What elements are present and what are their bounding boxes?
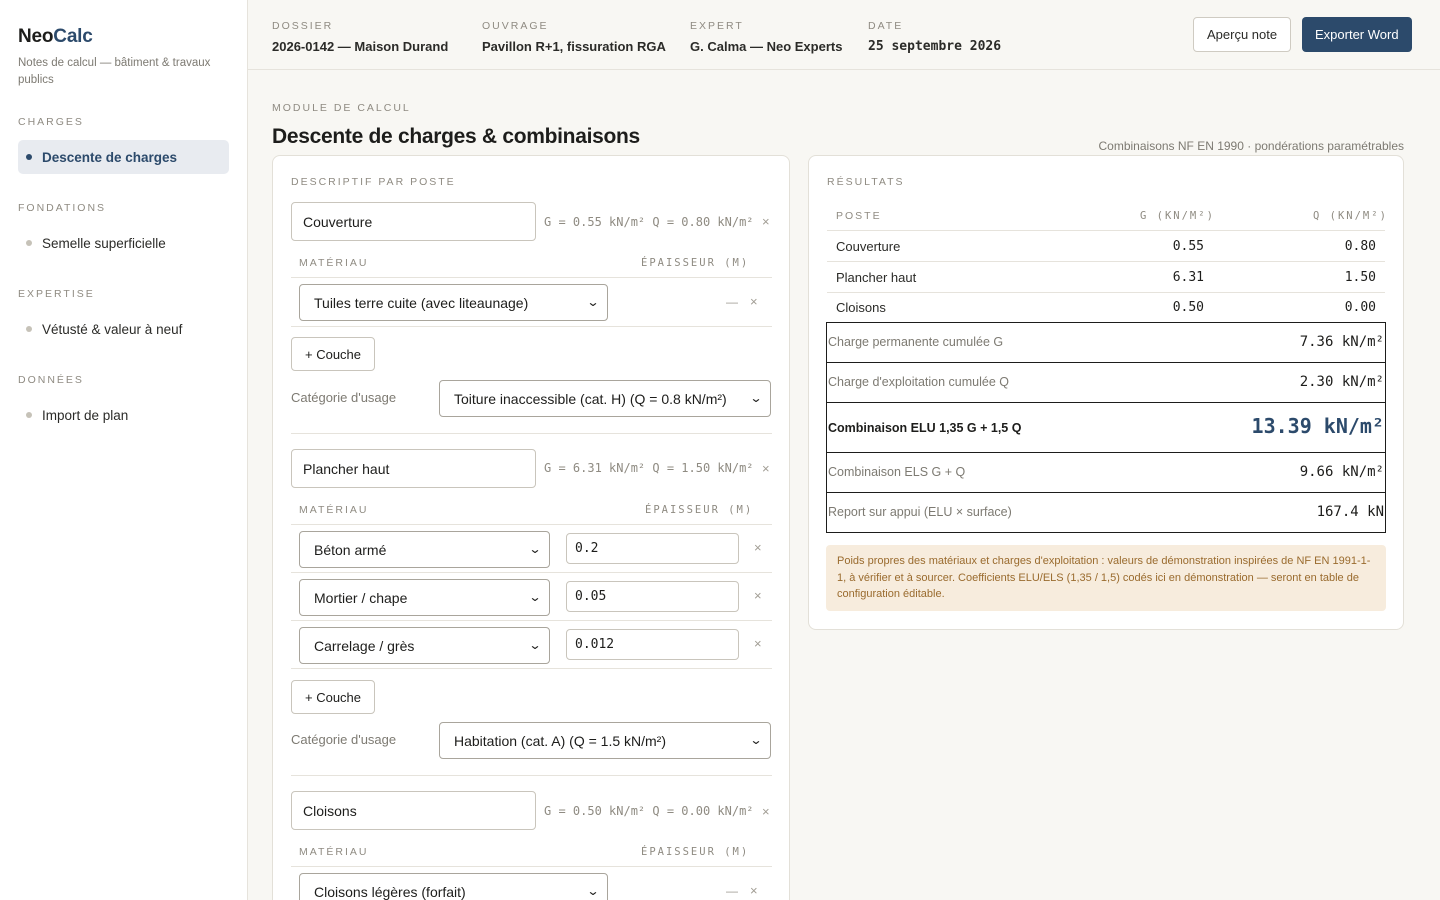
summary-label: Report sur appui (ELU × surface): [828, 505, 1012, 519]
select-value: Béton armé: [314, 541, 387, 558]
panel-title: RÉSULTATS: [827, 176, 905, 188]
header-field-dossier: [272, 20, 448, 54]
summary-row-g: [826, 322, 1386, 363]
sidebar-item-descente-de-charges[interactable]: [18, 140, 229, 174]
divider: [291, 572, 772, 573]
table-row: [827, 292, 1385, 323]
field-value: 25 septembre 2026: [868, 39, 1002, 54]
dot-icon: [26, 154, 32, 160]
close-icon[interactable]: ×: [762, 461, 770, 476]
column-header-g: G (KN/M²): [1140, 210, 1215, 222]
page-title: Descente de charges & combinaisons: [272, 125, 640, 148]
field-label: EXPERT: [690, 20, 744, 32]
cell-g: 0.50: [1172, 300, 1204, 315]
chevron-down-icon: ⌄: [528, 590, 542, 604]
close-icon[interactable]: ×: [750, 294, 758, 309]
panel-title: DESCRIPTIF PAR POSTE: [291, 176, 456, 188]
no-thickness-dash: —: [726, 295, 738, 309]
table-row: [827, 231, 1385, 262]
material-select[interactable]: [299, 873, 608, 900]
usage-category-label: Catégorie d'usage: [291, 390, 397, 405]
nav-section-donnees: DONNÉES: [18, 374, 84, 386]
divider: [291, 620, 772, 621]
sidebar-item-import-de-plan[interactable]: [18, 398, 229, 432]
cell-poste: Cloisons: [836, 300, 886, 315]
cell-q: 1.50: [1344, 270, 1376, 285]
column-header-thickness: ÉPAISSEUR (M): [641, 846, 750, 858]
sidebar-item-label: Vétusté & valeur à neuf: [42, 321, 183, 337]
brand-name-part1: Neo: [18, 26, 54, 47]
summary-row-elu: [826, 402, 1386, 453]
dot-icon: [26, 240, 32, 246]
sidebar: [0, 0, 248, 900]
cell-g: 0.55: [1172, 239, 1204, 254]
usage-category-select[interactable]: [439, 380, 771, 417]
column-header-material: MATÉRIAU: [299, 257, 369, 269]
header-field-expert: [690, 20, 842, 54]
dot-icon: [26, 326, 32, 332]
thickness-input[interactable]: 0.2: [566, 533, 739, 564]
summary-value: 2.30 kN/m²: [1299, 374, 1384, 390]
cell-q: 0.80: [1344, 239, 1376, 254]
app-subtitle: Notes de calcul — bâtiment & travaux publics: [18, 57, 211, 86]
sidebar-item-vetuste[interactable]: [18, 312, 229, 346]
field-value: Pavillon R+1, fissuration RGA: [482, 39, 666, 54]
sidebar-item-label: Semelle superficielle: [42, 235, 166, 251]
summary-label: Charge permanente cumulée G: [828, 335, 1004, 349]
summary-label: Combinaison ELU 1,35 G + 1,5 Q: [828, 421, 1022, 435]
close-icon[interactable]: ×: [750, 883, 758, 898]
disclaimer-note: Poids propres des matériaux et charges d'exploitation : valeurs de démonstration inspirées de NF EN 1991-1-1, à vérifier et à sourcer. Coefficients ELU/ELS (1,35 / 1,5) codés ici en démonstration — seront en table de configuration éditable.: [826, 545, 1386, 611]
summary-label: Charge d'exploitation cumulée Q: [828, 375, 1009, 389]
summary-row-report: [826, 492, 1386, 533]
material-select[interactable]: [299, 531, 550, 568]
poste-summary: G = 6.31 kN/m² Q = 1.50 kN/m²: [544, 461, 754, 475]
column-header-thickness: ÉPAISSEUR (M): [645, 504, 754, 516]
no-thickness-dash: —: [726, 884, 738, 898]
chevron-down-icon: ⌄: [749, 391, 763, 405]
export-word-button[interactable]: Exporter Word: [1302, 17, 1412, 52]
sidebar-item-label: Descente de charges: [42, 149, 178, 165]
cell-poste: Couverture: [836, 239, 901, 254]
sidebar-item-label: Import de plan: [42, 407, 129, 423]
poste-summary: G = 0.55 kN/m² Q = 0.80 kN/m²: [544, 215, 754, 229]
poste-name-input[interactable]: Plancher haut: [291, 449, 536, 488]
header-bar: [248, 0, 1440, 70]
sidebar-item-semelle-superficielle[interactable]: [18, 226, 229, 260]
chevron-down-icon: ⌄: [586, 295, 600, 309]
material-select[interactable]: [299, 579, 550, 616]
usage-category-label: Catégorie d'usage: [291, 732, 397, 747]
divider: [291, 668, 772, 669]
module-label: MODULE DE CALCUL: [272, 102, 411, 114]
poste-name-input[interactable]: Cloisons: [291, 791, 536, 830]
close-icon[interactable]: ×: [762, 804, 770, 819]
column-header-thickness: ÉPAISSEUR (M): [641, 257, 750, 269]
summary-row-q: [826, 362, 1386, 403]
select-value: Habitation (cat. A) (Q = 1.5 kN/m²): [454, 732, 667, 749]
field-value: G. Calma — Neo Experts: [690, 39, 843, 54]
combination-note: Combinaisons NF EN 1990 · pondérations paramétrables: [1098, 139, 1404, 153]
column-header-material: MATÉRIAU: [299, 846, 369, 858]
field-value: 2026-0142 — Maison Durand: [272, 39, 449, 54]
divider: [291, 326, 772, 327]
thickness-input[interactable]: 0.05: [566, 581, 739, 612]
close-icon[interactable]: ×: [762, 214, 770, 229]
summary-label: Combinaison ELS G + Q: [828, 465, 966, 479]
divider: [291, 524, 772, 525]
nav-section-expertise: EXPERTISE: [18, 288, 95, 300]
thickness-input[interactable]: 0.012: [566, 629, 739, 660]
summary-row-els: [826, 452, 1386, 493]
preview-note-button[interactable]: Aperçu note: [1193, 17, 1291, 52]
cell-g: 6.31: [1172, 270, 1204, 285]
material-select[interactable]: [299, 284, 608, 321]
select-value: Carrelage / grès: [314, 637, 415, 654]
select-value: Mortier / chape: [314, 589, 408, 606]
field-label: DOSSIER: [272, 20, 334, 32]
divider: [291, 277, 772, 278]
select-value: Toiture inaccessible (cat. H) (Q = 0.8 kN/m²): [454, 390, 727, 407]
select-value: Cloisons légères (forfait): [314, 883, 466, 900]
table-row: [827, 262, 1385, 293]
app-logo: [18, 26, 93, 48]
add-layer-button[interactable]: + Couche: [291, 337, 375, 371]
field-label: DATE: [868, 20, 904, 32]
header-field-date: [868, 20, 1001, 54]
material-select[interactable]: [299, 627, 550, 664]
close-icon[interactable]: ×: [754, 636, 762, 651]
select-value: Tuiles terre cuite (avec liteaunage): [314, 294, 529, 311]
descriptif-panel: [272, 155, 790, 900]
column-header-q: Q (KN/M²): [1313, 210, 1388, 222]
header-field-ouvrage: [482, 20, 666, 54]
divider: [291, 433, 772, 434]
column-header-poste: POSTE: [836, 210, 882, 222]
column-header-material: MATÉRIAU: [299, 504, 369, 516]
cell-q: 0.00: [1344, 300, 1376, 315]
chevron-down-icon: ⌄: [528, 638, 542, 652]
dot-icon: [26, 412, 32, 418]
nav-section-fondations: FONDATIONS: [18, 202, 107, 214]
poste-name-input[interactable]: Couverture: [291, 202, 536, 241]
poste-summary: G = 0.50 kN/m² Q = 0.00 kN/m²: [544, 804, 754, 818]
summary-value: 167.4 kN: [1316, 504, 1384, 520]
chevron-down-icon: ⌄: [586, 884, 600, 898]
divider: [291, 775, 772, 776]
field-label: OUVRAGE: [482, 20, 549, 32]
close-icon[interactable]: ×: [754, 540, 762, 555]
results-panel: [808, 155, 1404, 630]
nav-section-charges: CHARGES: [18, 116, 84, 128]
summary-value: 13.39 kN/m²: [1251, 414, 1384, 438]
divider: [291, 866, 772, 867]
chevron-down-icon: ⌄: [528, 542, 542, 556]
add-layer-button[interactable]: + Couche: [291, 680, 375, 714]
summary-value: 7.36 kN/m²: [1299, 334, 1384, 350]
summary-value: 9.66 kN/m²: [1299, 464, 1384, 480]
chevron-down-icon: ⌄: [749, 733, 763, 747]
brand-name-part2: Calc: [53, 26, 93, 47]
close-icon[interactable]: ×: [754, 588, 762, 603]
cell-poste: Plancher haut: [836, 270, 917, 285]
usage-category-select[interactable]: [439, 722, 771, 759]
